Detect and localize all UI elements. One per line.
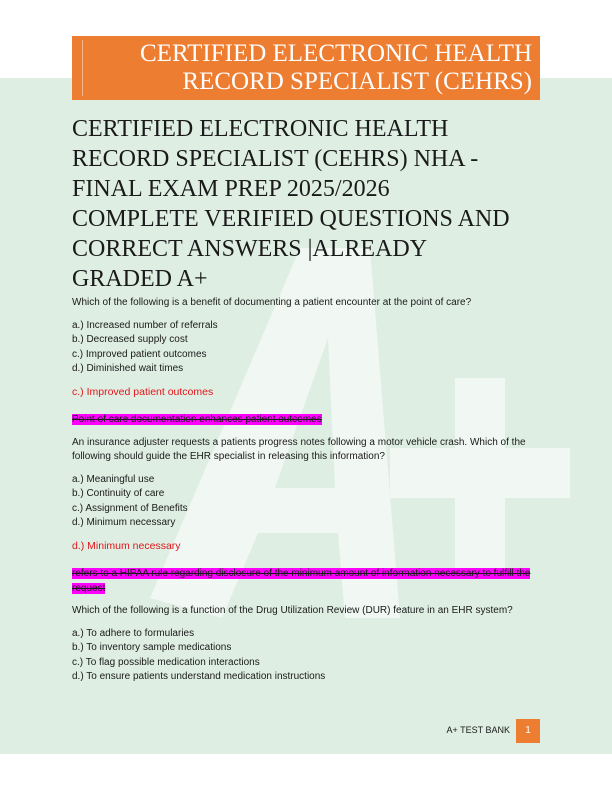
answer-option: d.) To ensure patients understand medication instructions — [72, 671, 326, 682]
header-title-line1: CERTIFIED ELECTRONIC HEALTH — [140, 40, 532, 67]
title-line: FINAL EXAM PREP 2025/2026 — [72, 176, 390, 202]
title-line: CERTIFIED ELECTRONIC HEALTH — [72, 116, 449, 142]
rationale-highlight: Point of care documentation enhances patient outcomes — [72, 414, 322, 425]
answer-option: b.) Decreased supply cost — [72, 334, 188, 345]
title-line: CORRECT ANSWERS |ALREADY — [72, 236, 428, 262]
question-text: Which of the following is a function of the Drug Utilization Review (DUR) feature in an EHR system? — [72, 605, 513, 616]
page-number: 1 — [516, 719, 540, 743]
question-text: An insurance adjuster requests a patients progress notes following a motor vehicle crash. Which of the following should guide the EHR specialist in releasing this information? — [72, 436, 526, 462]
header-title — [92, 40, 532, 96]
answer-option: b.) Continuity of care — [72, 488, 165, 499]
header-banner — [72, 36, 540, 100]
answer-options — [72, 473, 542, 531]
footer-label: A+ TEST BANK — [446, 725, 510, 735]
rationale — [72, 413, 542, 428]
answer-options — [72, 627, 542, 685]
banner-stripe — [82, 40, 83, 96]
answer-option: d.) Minimum necessary — [72, 517, 176, 528]
answer-option: d.) Diminished wait times — [72, 363, 184, 374]
title-line: RECORD SPECIALIST (CEHRS) NHA - — [72, 146, 479, 172]
correct-answer: d.) Minimum necessary — [72, 539, 181, 552]
correct-answer: c.) Improved patient outcomes — [72, 385, 214, 398]
title-line: COMPLETE VERIFIED QUESTIONS AND — [72, 206, 510, 232]
answer-option: c.) Assignment of Benefits — [72, 502, 188, 514]
title-line: GRADED A+ — [72, 266, 208, 292]
question-text: Which of the following is a benefit of documenting a patient encounter at the point of care? — [72, 297, 472, 308]
document-title — [72, 114, 547, 294]
rationale-highlight: refers to a HIPAA rule regarding disclosure of the minimum amount of information necessary to fulfill the request — [72, 568, 531, 594]
answer-options — [72, 319, 542, 377]
answer-option: b.) To inventory sample medications — [72, 642, 232, 653]
answer-option: c.) To flag possible medication interactions — [72, 656, 260, 668]
rationale — [72, 567, 542, 596]
answer-option: a.) Meaningful use — [72, 473, 155, 485]
answer-option: c.) Improved patient outcomes — [72, 348, 207, 360]
answer-option: a.) Increased number of referrals — [72, 319, 218, 331]
page-footer — [440, 719, 540, 743]
header-title-line2: RECORD SPECIALIST (CEHRS) — [182, 68, 532, 95]
answer-option: a.) To adhere to formularies — [72, 627, 195, 639]
exam-content — [72, 296, 542, 693]
